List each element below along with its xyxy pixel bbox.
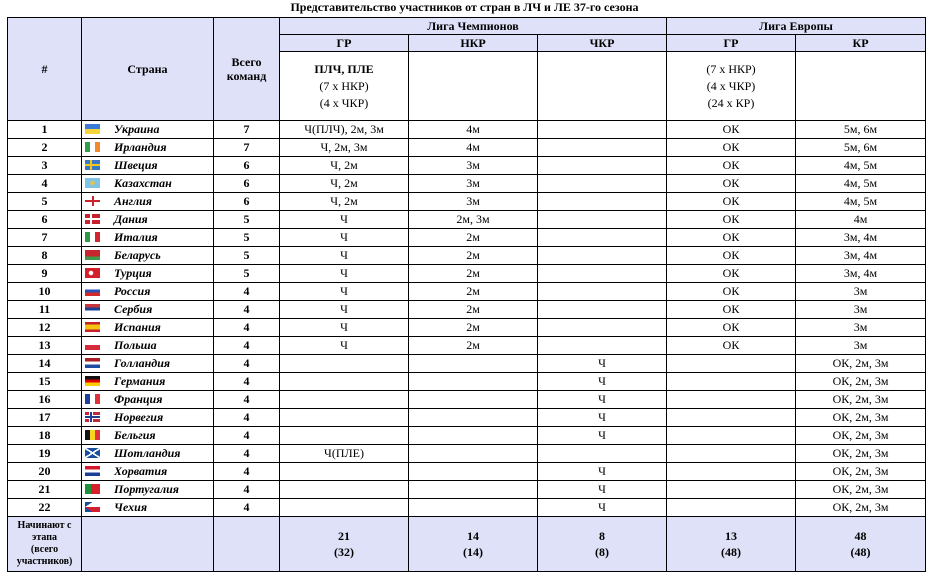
table-row	[8, 481, 926, 499]
table-row	[8, 301, 926, 319]
row-total: 7	[214, 139, 280, 157]
table-row	[8, 229, 926, 247]
cell-cl-group	[280, 409, 409, 427]
row-country	[82, 409, 214, 427]
row-number: 19	[8, 445, 82, 463]
cell-cl-nkr	[409, 499, 538, 517]
ukraine-flag-icon	[85, 124, 100, 134]
norway-flag-icon	[85, 412, 100, 422]
cell-el-kr: ОК, 2м, 3м	[796, 355, 926, 373]
row-country	[82, 283, 214, 301]
row-country	[82, 463, 214, 481]
belgium-flag-icon	[85, 430, 100, 440]
row-total: 4	[214, 499, 280, 517]
spain-flag-icon	[85, 322, 100, 332]
row-country	[82, 499, 214, 517]
table-row	[8, 247, 926, 265]
footer-label	[8, 517, 82, 572]
cell-cl-chkr	[538, 193, 667, 211]
header-champions-league: Лига Чемпионов	[280, 18, 667, 35]
cell-cl-nkr: 2м, 3м	[409, 211, 538, 229]
cell-cl-group	[280, 463, 409, 481]
cell-cl-chkr	[538, 157, 667, 175]
rule-el-group-line: (4 х ЧКР)	[706, 78, 756, 93]
row-total: 4	[214, 373, 280, 391]
turkey-flag-icon	[85, 268, 100, 278]
cell-el-group	[667, 391, 796, 409]
country-name: Украина	[114, 122, 160, 136]
cell-cl-nkr: 3м	[409, 157, 538, 175]
country-name: Бельгия	[114, 428, 156, 442]
cell-cl-chkr	[538, 265, 667, 283]
row-country	[82, 139, 214, 157]
cell-cl-chkr	[538, 337, 667, 355]
cell-el-group	[667, 373, 796, 391]
row-number: 2	[8, 139, 82, 157]
cell-el-group	[667, 445, 796, 463]
row-total: 4	[214, 463, 280, 481]
cell-el-kr: 5м, 6м	[796, 121, 926, 139]
table-row	[8, 337, 926, 355]
cell-el-kr: 3м	[796, 319, 926, 337]
cell-cl-nkr	[409, 463, 538, 481]
header-number: #	[8, 18, 82, 121]
cell-cl-chkr: Ч	[538, 391, 667, 409]
row-total: 4	[214, 409, 280, 427]
cell-cl-group	[280, 427, 409, 445]
cell-cl-chkr	[538, 319, 667, 337]
cell-cl-nkr: 2м	[409, 283, 538, 301]
country-name: Сербия	[114, 302, 153, 316]
cell-cl-group: Ч	[280, 301, 409, 319]
row-number: 4	[8, 175, 82, 193]
table-row	[8, 373, 926, 391]
participants-table	[7, 17, 926, 572]
table-row	[8, 193, 926, 211]
cell-cl-group: Ч	[280, 229, 409, 247]
rule-cl-group-line: ПЛЧ, ПЛЕ	[314, 61, 374, 76]
cell-el-kr: ОК, 2м, 3м	[796, 463, 926, 481]
header-country: Страна	[82, 18, 214, 121]
cell-cl-group: Ч	[280, 247, 409, 265]
cell-el-group: ОК	[667, 157, 796, 175]
row-number: 5	[8, 193, 82, 211]
cell-el-kr: ОК, 2м, 3м	[796, 391, 926, 409]
cell-cl-nkr: 4м	[409, 121, 538, 139]
row-country	[82, 319, 214, 337]
cell-cl-nkr	[409, 445, 538, 463]
cell-cl-nkr	[409, 391, 538, 409]
belarus-flag-icon	[85, 250, 100, 260]
footer-el-kr	[796, 517, 926, 572]
row-number: 3	[8, 157, 82, 175]
cell-cl-chkr: Ч	[538, 409, 667, 427]
country-name: Казахстан	[114, 176, 172, 190]
footer-value-total: (48)	[721, 545, 742, 559]
rule-cl-group-line: (4 х ЧКР)	[319, 95, 369, 110]
cell-cl-nkr: 3м	[409, 175, 538, 193]
cell-el-group: ОК	[667, 301, 796, 319]
rule-cl-chkr	[538, 52, 667, 121]
rule-el-group	[667, 52, 796, 121]
header-cl-nkr: НКР	[409, 35, 538, 52]
cell-el-kr: 3м, 4м	[796, 265, 926, 283]
row-country	[82, 445, 214, 463]
row-total: 4	[214, 355, 280, 373]
country-name: Беларусь	[114, 248, 161, 262]
footer-value: 21	[338, 529, 350, 543]
cell-cl-group: Ч	[280, 211, 409, 229]
cell-cl-chkr	[538, 445, 667, 463]
row-country	[82, 229, 214, 247]
footer-label-line: этапа	[32, 532, 57, 543]
country-name: Франция	[114, 392, 163, 406]
country-name: Турция	[114, 266, 152, 280]
footer-value-total: (48)	[850, 545, 871, 559]
cell-cl-chkr	[538, 175, 667, 193]
cell-cl-chkr	[538, 139, 667, 157]
table-row	[8, 211, 926, 229]
cell-cl-nkr: 2м	[409, 265, 538, 283]
cell-cl-group	[280, 391, 409, 409]
footer-el-group	[667, 517, 796, 572]
scotland-flag-icon	[85, 448, 100, 458]
cell-cl-nkr: 3м	[409, 193, 538, 211]
country-name: Россия	[114, 284, 151, 298]
country-name: Голландия	[114, 356, 171, 370]
row-country	[82, 121, 214, 139]
cell-cl-group: Ч	[280, 337, 409, 355]
header-el-group: ГР	[667, 35, 796, 52]
table-row	[8, 283, 926, 301]
poland-flag-icon	[85, 340, 100, 350]
country-name: Норвегия	[114, 410, 164, 424]
cell-cl-group: Ч	[280, 265, 409, 283]
cell-el-kr: 3м, 4м	[796, 229, 926, 247]
footer-value: 48	[854, 529, 867, 543]
cell-el-kr: 5м, 6м	[796, 139, 926, 157]
cell-cl-chkr: Ч	[538, 499, 667, 517]
cell-cl-nkr: 2м	[409, 301, 538, 319]
ireland-flag-icon	[85, 142, 100, 152]
row-country	[82, 247, 214, 265]
table-row	[8, 121, 926, 139]
czech-flag-icon	[85, 502, 100, 512]
header-total-line2: команд	[226, 69, 267, 83]
row-number: 14	[8, 355, 82, 373]
country-name: Швеция	[114, 158, 158, 172]
row-country	[82, 175, 214, 193]
row-total: 4	[214, 427, 280, 445]
cell-cl-group: Ч, 2м, 3м	[280, 139, 409, 157]
row-total: 5	[214, 211, 280, 229]
row-number: 13	[8, 337, 82, 355]
cell-cl-chkr	[538, 229, 667, 247]
footer-cl-group	[280, 517, 409, 572]
table-row	[8, 499, 926, 517]
country-name: Чехия	[114, 500, 147, 514]
row-total: 6	[214, 193, 280, 211]
row-total: 4	[214, 445, 280, 463]
row-number: 10	[8, 283, 82, 301]
row-country	[82, 265, 214, 283]
cell-el-kr: 4м	[796, 211, 926, 229]
cell-el-group: ОК	[667, 265, 796, 283]
cell-el-group: ОК	[667, 139, 796, 157]
serbia-flag-icon	[85, 304, 100, 314]
cell-cl-chkr	[538, 211, 667, 229]
cell-cl-nkr	[409, 427, 538, 445]
cell-cl-group	[280, 355, 409, 373]
cell-cl-group: Ч, 2м	[280, 193, 409, 211]
cell-cl-chkr	[538, 283, 667, 301]
cell-el-group	[667, 355, 796, 373]
country-name: Испания	[114, 320, 161, 334]
row-country	[82, 301, 214, 319]
cell-el-kr: ОК, 2м, 3м	[796, 409, 926, 427]
table-row	[8, 355, 926, 373]
rule-cl-group-line: (7 х НКР)	[319, 78, 369, 93]
table-row	[8, 139, 926, 157]
germany-flag-icon	[85, 376, 100, 386]
country-name: Шотландия	[114, 446, 181, 460]
footer-cl-nkr	[409, 517, 538, 572]
france-flag-icon	[85, 394, 100, 404]
cell-cl-group: Ч(ПЛЕ)	[280, 445, 409, 463]
cell-el-kr: 3м	[796, 337, 926, 355]
table-body	[8, 121, 926, 517]
row-total: 5	[214, 265, 280, 283]
row-number: 9	[8, 265, 82, 283]
cell-cl-chkr: Ч	[538, 481, 667, 499]
cell-el-group	[667, 481, 796, 499]
footer-value-total: (14)	[463, 545, 483, 559]
denmark-flag-icon	[85, 214, 100, 224]
footer-value: 8	[599, 529, 605, 543]
cell-el-group: ОК	[667, 121, 796, 139]
cell-cl-group: Ч, 2м	[280, 175, 409, 193]
row-number: 11	[8, 301, 82, 319]
row-number: 15	[8, 373, 82, 391]
cell-el-group: ОК	[667, 193, 796, 211]
country-name: Польша	[114, 338, 157, 352]
row-country	[82, 211, 214, 229]
cell-cl-chkr: Ч	[538, 427, 667, 445]
cell-cl-group	[280, 481, 409, 499]
cell-cl-chkr	[538, 121, 667, 139]
cell-cl-group: Ч	[280, 319, 409, 337]
cell-cl-chkr: Ч	[538, 373, 667, 391]
row-total: 4	[214, 319, 280, 337]
portugal-flag-icon	[85, 484, 100, 494]
cell-el-group: ОК	[667, 229, 796, 247]
cell-el-group	[667, 499, 796, 517]
row-country	[82, 391, 214, 409]
row-number: 8	[8, 247, 82, 265]
country-name: Хорватия	[114, 464, 168, 478]
header-cl-chkr: ЧКР	[538, 35, 667, 52]
row-total: 6	[214, 157, 280, 175]
header-total-line1: Всего	[231, 55, 262, 69]
table-row	[8, 391, 926, 409]
row-number: 12	[8, 319, 82, 337]
cell-el-group: ОК	[667, 211, 796, 229]
table-row	[8, 427, 926, 445]
cell-el-kr: ОК, 2м, 3м	[796, 427, 926, 445]
row-number: 16	[8, 391, 82, 409]
cell-el-group	[667, 463, 796, 481]
table-row	[8, 409, 926, 427]
row-total: 4	[214, 337, 280, 355]
page-title: Представительство участников от стран в ЛЧ и ЛЕ 37-го сезона	[290, 0, 639, 14]
table-row	[8, 319, 926, 337]
country-name: Португалия	[114, 482, 179, 496]
footer-label-line: участников)	[16, 556, 73, 567]
country-name: Англия	[114, 194, 152, 208]
row-number: 7	[8, 229, 82, 247]
cell-cl-group: Ч(ПЛЧ), 2м, 3м	[280, 121, 409, 139]
footer-value-total: (8)	[595, 545, 609, 559]
country-name: Италия	[114, 230, 158, 244]
table-row	[8, 445, 926, 463]
croatia-flag-icon	[85, 466, 100, 476]
cell-cl-chkr	[538, 301, 667, 319]
country-name: Ирландия	[114, 140, 167, 154]
row-total: 5	[214, 247, 280, 265]
cell-el-kr: ОК, 2м, 3м	[796, 499, 926, 517]
cell-cl-group: Ч	[280, 283, 409, 301]
footer-label-line: Начинают с	[17, 520, 72, 531]
row-number: 1	[8, 121, 82, 139]
cell-el-group: ОК	[667, 247, 796, 265]
row-total: 4	[214, 283, 280, 301]
header-cl-group: ГР	[280, 35, 409, 52]
footer-country-empty	[82, 517, 214, 572]
cell-el-kr: ОК, 2м, 3м	[796, 445, 926, 463]
header-total	[214, 18, 280, 121]
row-total: 5	[214, 229, 280, 247]
row-country	[82, 157, 214, 175]
row-country	[82, 427, 214, 445]
cell-cl-chkr	[538, 247, 667, 265]
table-row	[8, 175, 926, 193]
cell-el-group: ОК	[667, 337, 796, 355]
footer-total-empty	[214, 517, 280, 572]
header-europa-league: Лига Европы	[667, 18, 926, 35]
cell-el-kr: 4м, 5м	[796, 193, 926, 211]
cell-el-kr: 4м, 5м	[796, 157, 926, 175]
table-row	[8, 463, 926, 481]
row-number: 6	[8, 211, 82, 229]
italy-flag-icon	[85, 232, 100, 242]
russia-flag-icon	[85, 286, 100, 296]
footer-value-total: (32)	[334, 545, 354, 559]
cell-cl-nkr	[409, 355, 538, 373]
cell-cl-group	[280, 499, 409, 517]
cell-cl-nkr: 2м	[409, 247, 538, 265]
footer-cl-chkr	[538, 517, 667, 572]
country-name: Германия	[114, 374, 166, 388]
row-number: 20	[8, 463, 82, 481]
cell-cl-chkr: Ч	[538, 355, 667, 373]
row-country	[82, 193, 214, 211]
footer-value: 13	[725, 529, 738, 543]
rule-cl-group	[280, 52, 409, 121]
row-country	[82, 337, 214, 355]
rule-el-group-line: (24 х КР)	[707, 95, 755, 110]
row-total: 6	[214, 175, 280, 193]
row-total: 4	[214, 481, 280, 499]
row-number: 21	[8, 481, 82, 499]
cell-el-group: ОК	[667, 319, 796, 337]
table-row	[8, 157, 926, 175]
cell-el-kr: ОК, 2м, 3м	[796, 481, 926, 499]
cell-cl-group	[280, 373, 409, 391]
row-country	[82, 355, 214, 373]
row-number: 17	[8, 409, 82, 427]
cell-cl-chkr: Ч	[538, 463, 667, 481]
row-country	[82, 481, 214, 499]
country-name: Дания	[114, 212, 148, 226]
cell-el-group: ОК	[667, 283, 796, 301]
cell-el-group	[667, 409, 796, 427]
cell-el-kr: 4м, 5м	[796, 175, 926, 193]
netherlands-flag-icon	[85, 358, 100, 368]
cell-cl-nkr: 2м	[409, 229, 538, 247]
cell-cl-group: Ч, 2м	[280, 157, 409, 175]
england-flag-icon	[85, 196, 100, 206]
footer-label-line: (всего	[30, 544, 59, 555]
cell-el-kr: ОК, 2м, 3м	[796, 373, 926, 391]
sweden-flag-icon	[85, 160, 100, 170]
row-number: 22	[8, 499, 82, 517]
table-row	[8, 265, 926, 283]
row-total: 4	[214, 301, 280, 319]
cell-cl-nkr: 2м	[409, 337, 538, 355]
cell-cl-nkr	[409, 373, 538, 391]
cell-cl-nkr: 4м	[409, 139, 538, 157]
cell-cl-nkr: 2м	[409, 319, 538, 337]
cell-el-kr: 3м	[796, 301, 926, 319]
rule-cl-nkr	[409, 52, 538, 121]
cell-el-kr: 3м	[796, 283, 926, 301]
cell-cl-nkr	[409, 409, 538, 427]
kazakhstan-flag-icon	[85, 178, 100, 188]
cell-cl-nkr	[409, 481, 538, 499]
header-el-kr: КР	[796, 35, 926, 52]
row-total: 7	[214, 121, 280, 139]
footer-value: 14	[467, 529, 479, 543]
rule-el-group-line: (7 х НКР)	[706, 61, 756, 76]
cell-el-group	[667, 427, 796, 445]
cell-el-kr: 3м, 4м	[796, 247, 926, 265]
row-country	[82, 373, 214, 391]
row-number: 18	[8, 427, 82, 445]
cell-el-group: ОК	[667, 175, 796, 193]
row-total: 4	[214, 391, 280, 409]
rule-el-kr	[796, 52, 926, 121]
